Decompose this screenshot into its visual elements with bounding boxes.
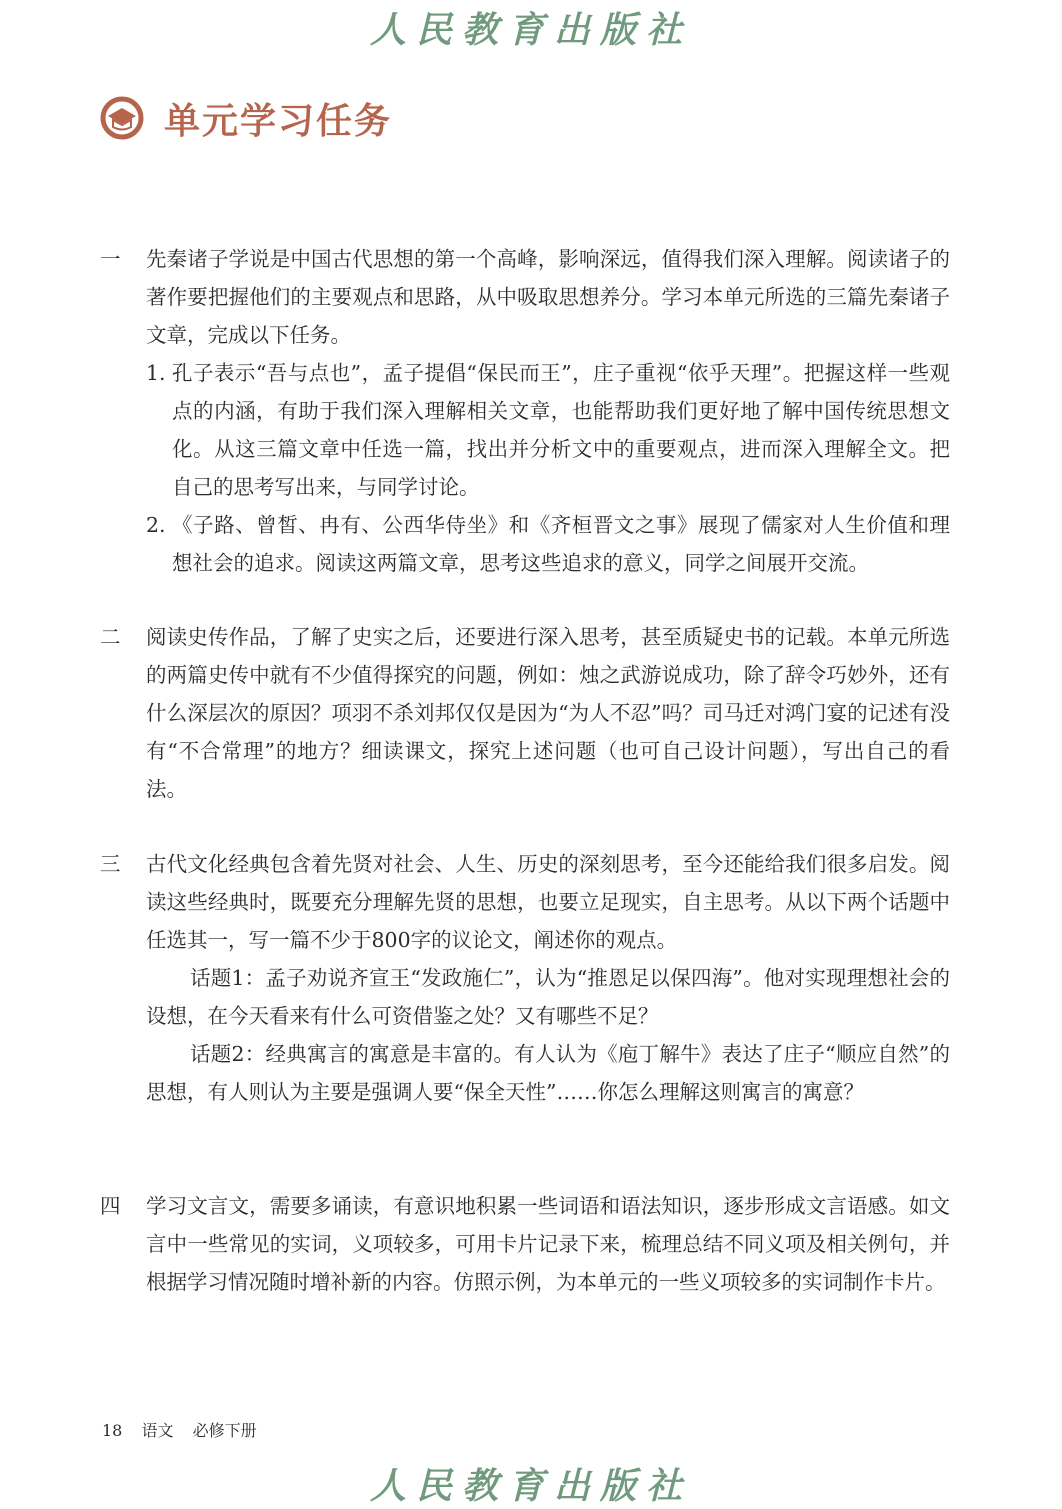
- publisher-watermark-top: 人民教育出版社: [369, 9, 692, 51]
- section-intro: 古代文化经典包含着先贤对社会、人生、历史的深刻思考，至今还能给我们很多启发。阅读这些经典时，既要充分理解先贤的思想，也要立足现实，自主思考。从以下两个话题中任选其一，写一篇不少于800字的议论文，阐述你的观点。: [146, 852, 950, 952]
- page-footer: [102, 1418, 271, 1441]
- page-number: 18: [102, 1421, 123, 1440]
- section-intro: 阅读史传作品，了解了史实之后，还要进行深入思考，甚至质疑史书的记载。本单元所选的两篇史传中就有不少值得探究的问题，例如：烛之武游说成功，除了辞令巧妙外，还有什么深层次的原因？项羽不杀刘邦仅仅是因为“为人不忍”吗？司马迁对鸿门宴的记述有没有“不合常理”的地方？细读课文，探究上述问题（也可自己设计问题），写出自己的看法。: [146, 625, 950, 801]
- section-number: 一: [100, 247, 121, 271]
- item-text: 孔子表示“吾与点也”，孟子提倡“保民而王”，庄子重视“依乎天理”。把握这样一些观点的内涵，有助于我们深入理解相关文章，也能帮助我们更好地了解中国传统思想文化。从这三篇文章中任选一篇，找出并分析文中的重要观点，进而深入理解全文。把自己的思考写出来，与同学讨论。: [172, 361, 950, 499]
- item-number: 2.: [146, 513, 166, 537]
- topic-paragraph: 话题1：孟子劝说齐宣王“发政施仁”，认为“推恩足以保四海”。他对实现理想社会的设想，在今天看来有什么可资借鉴之处？又有哪些不足？: [146, 966, 950, 1028]
- topic-paragraph: 话题2：经典寓言的寓意是丰富的。有人认为《庖丁解牛》表达了庄子“顺应自然”的思想，有人则认为主要是强调人要“保全天性”……你怎么理解这则寓言的寓意？: [146, 1042, 950, 1104]
- subject-label: 语文: [141, 1421, 174, 1440]
- item-number: 1.: [146, 361, 166, 385]
- section-number: 三: [100, 852, 121, 876]
- section-intro: 学习文言文，需要多诵读，有意识地积累一些词语和语法知识，逐步形成文言语感。如文言中一些常见的实词，义项较多，可用卡片记录下来，梳理总结不同义项及相关例句，并根据学习情况随时增补新的内容。仿照示例，为本单元的一些义项较多的实词制作卡片。: [146, 1194, 950, 1294]
- task-section-1: [100, 240, 950, 582]
- graduation-cap-icon: [100, 96, 144, 140]
- task-section-4: [100, 1187, 950, 1301]
- page-title: 单元学习任务: [164, 100, 393, 142]
- item-text: 《子路、曾皙、冉有、公西华侍坐》和《齐桓晋文之事》展现了儒家对人生价值和理想社会的追求。阅读这两篇文章，思考这些追求的意义，同学之间展开交流。: [172, 513, 950, 575]
- list-item: [146, 354, 950, 506]
- task-section-2: [100, 618, 950, 808]
- task-section-3: [100, 845, 950, 1111]
- section-header: [100, 92, 392, 144]
- list-item: [146, 506, 950, 582]
- section-number: 四: [100, 1194, 121, 1218]
- publisher-watermark-bottom: 人民教育出版社: [369, 1465, 692, 1507]
- volume-label: 必修下册: [192, 1421, 257, 1440]
- section-intro: 先秦诸子学说是中国古代思想的第一个高峰，影响深远，值得我们深入理解。阅读诸子的著作要把握他们的主要观点和思路，从中吸取思想养分。学习本单元所选的三篇先秦诸子文章，完成以下任务。: [146, 247, 950, 347]
- section-number: 二: [100, 625, 121, 649]
